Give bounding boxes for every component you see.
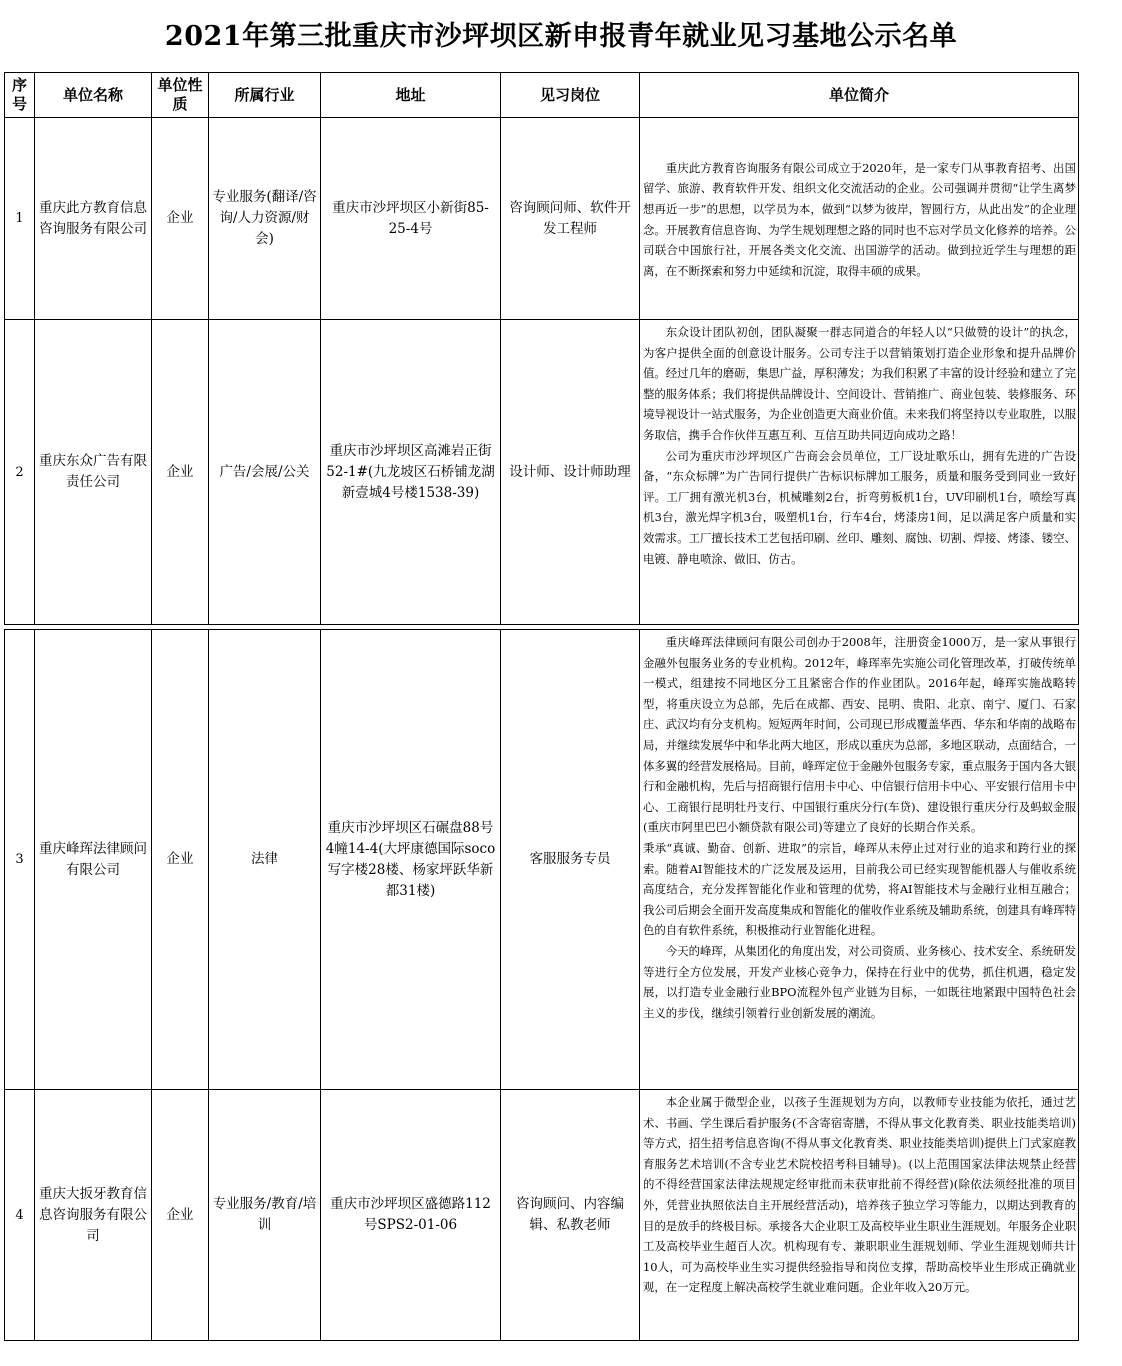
cell-industry: 专业服务/教育/培训 [209, 1090, 321, 1341]
header-intro: 单位简介 [640, 73, 1079, 118]
cell-name: 重庆东众广告有限责任公司 [35, 320, 152, 625]
roster-table-container [4, 72, 1078, 1341]
cell-intro [640, 630, 1079, 1090]
intro-paragraph: 重庆峰珲法律顾问有限公司创办于2008年，注册资金1000万，是一家从事银行金融外包服务业务的专业机构。2012年，峰珲率先实施公司化管理改革，打破传统单一模式，组建按不同地区分工且紧密合作的作业团队。2016年起，峰珲实施战略转型，将重庆设立为总部，先后在成都、西安、昆明、贵阳、北京、南宁、厦门、石家庄、武汉均有分支机构。短短两年时间，公司现已形成覆盖华西、华东和华南的战略布局，并继续发展华中和华北两大地区，形成以重庆为总部，多地区联动，点面结合，一体多翼的经营发展格局。目前，峰珲定位于金融外包服务专家，重点服务于国内各大银行和金融机构，先后与招商银行信用卡中心、中信银行信用卡中心、平安银行信用卡中心、工商银行昆明牡丹支行、中国银行重庆分行(车贷)、建设银行重庆分行及蚂蚁金服(重庆市阿里巴巴小额贷款有限公司)等建立了良好的长期合作关系。 [643, 635, 1076, 835]
cell-intro [640, 320, 1079, 625]
cell-address: 重庆市沙坪坝区小新街85-25-4号 [321, 118, 501, 320]
cell-address: 重庆市沙坪坝区盛德路112号SPS2-01-06 [321, 1090, 501, 1341]
cell-positions: 设计师、设计师助理 [501, 320, 640, 625]
intro-paragraph: 秉承“真诚、勤奋、创新、进取”的宗旨，峰珲从未停止过对行业的追求和跨行业的探索。随着AI智能技术的广泛发展及运用，目前我公司已经实现智能机器人与催收系统高度结合，充分发挥智能化作业和管理的优势，将AI智能技术与金融行业相互融合；我公司后期会全面开发高度集成和智能化的催收作业系统及辅助系统，创建具有峰珲特色的自有软件系统，积极推动行业智能化进程。 [643, 840, 1076, 938]
cell-industry: 专业服务(翻译/咨询/人力资源/财会) [209, 118, 321, 320]
cell-address: 重庆市沙坪坝区石碾盘88号4幢14-4(大坪康德国际soco写字楼28楼、杨家坪跃华新都31楼) [321, 630, 501, 1090]
header-name: 单位名称 [35, 73, 152, 118]
intro-paragraph: 本企业属于微型企业，以孩子生涯规划为方向，以教师专业技能为依托，通过艺术、书画、学生课后看护服务(不含寄宿寄膳，不得从事文化教育类、职业技能类培训)等方式，招生招考信息咨询(不得从事文化教育类、职业技能类培训)提供上门式家庭教育服务艺术培训(不含专业艺术院校招考科目辅导)。(以上范围国家法律法规禁止经营的不得经营国家法律法规规定经审批而未获审批前不得经营)(除依法须经批准的项目外，凭营业执照依法自主开展经营活动)，培养孩子独立学习等能力，以期达到教育的目的是放手的终极目标。承接各大企业职工及高校毕业生职业生涯规划。年服务企业职工及高校毕业生超百人次。机构现有专、兼职职业生涯规划师、学业生涯规划师共计10人，可为高校毕业生实习提供经验指导和岗位支撑，帮助高校毕业生形成正确就业观，在一定程度上解决高校学生就业难问题。企业年收入20万元。 [643, 1095, 1076, 1295]
cell-positions: 咨询顾问师、软件开发工程师 [501, 118, 640, 320]
intro-paragraph: 重庆此方教育咨询服务有限公司成立于2020年，是一家专门从事教育招考、出国留学、旅游、教育软件开发、组织文化交流活动的企业。公司强调并贯彻“让学生离梦想再近一步”的思想，以学员为本，做到“以梦为彼岸，智圆行方，从此出发”的企业理念。开展教育信息咨询、为学生规划理想之路的同时也不忘对学员文化修养的培养。公司联合中国旅行社，开展各类文化交流、出国游学的活动。做到拉近学生与理想的距离，在不断探索和努力中延续和沉淀，取得丰硕的成果。 [643, 160, 1076, 278]
cell-nature: 企业 [152, 320, 209, 625]
header-address: 地址 [321, 73, 501, 118]
table-row [5, 320, 1079, 625]
intro-paragraph: 东众设计团队初创，团队凝聚一群志同道合的年轻人以“只做赞的设计”的执念，为客户提供全面的创意设计服务。公司专注于以营销策划打造企业形象和提升品牌价值。经过几年的磨砺，集思广益，厚积薄发；为我们积累了丰富的设计经验和建立了完整的服务体系；我们将提供品牌设计、空间设计、营销推广、商业包装、装修服务、环境导视设计一站式服务，为企业创造更大商业价值。未来我们将坚持以专业取胜，以服务取信，携手合作伙伴互惠互利、互信互助共同迈向成功之路！ [643, 325, 1076, 442]
cell-seq: 4 [5, 1090, 35, 1341]
header-nature: 单位性质 [152, 73, 209, 118]
cell-nature: 企业 [152, 1090, 209, 1341]
header-positions: 见习岗位 [501, 73, 640, 118]
cell-industry: 广告/会展/公关 [209, 320, 321, 625]
cell-intro [640, 118, 1079, 320]
header-row [5, 73, 1079, 118]
intro-paragraph: 今天的峰珲，从集团化的角度出发，对公司资质、业务核心、技术安全、系统研发等进行全方位发展，开发产业核心竞争力，保持在行业中的优势，抓住机遇，稳定发展，以打造专业金融行业BPO流程外包产业链为目标，一如既往地紧跟中国特色社会主义的步伐，继续引领着行业创新发展的潮流。 [643, 943, 1076, 1020]
cell-intro [640, 1090, 1079, 1341]
header-industry: 所属行业 [209, 73, 321, 118]
cell-name: 重庆大扳牙教育信息咨询服务有限公司 [35, 1090, 152, 1341]
cell-positions: 客服服务专员 [501, 630, 640, 1090]
cell-positions: 咨询顾问、内容编辑、私教老师 [501, 1090, 640, 1341]
cell-name: 重庆此方教育信息咨询服务有限公司 [35, 118, 152, 320]
cell-seq: 3 [5, 630, 35, 1090]
cell-seq: 2 [5, 320, 35, 625]
cell-name: 重庆峰珲法律顾问有限公司 [35, 630, 152, 1090]
table-row [5, 118, 1079, 320]
roster-table [4, 72, 1079, 1341]
intro-paragraph: 公司为重庆市沙坪坝区广告商会会员单位，工厂设址歌乐山，拥有先进的广告设备，“东众标牌”为广告同行提供广告标识标牌加工服务，质量和服务受到同业一致好评。工厂拥有激光机3台，机械雕刻2台，折弯剪板机1台，UV印刷机1台，喷绘写真机3台，激光焊字机3台，吸塑机1台，行车4台，烤漆房1间，足以满足客户质量和实效需求。工厂擅长技术工艺包括印刷、丝印、雕刻、腐蚀、切割、焊接、烤漆、镂空、电镀、静电喷涂、做旧、仿古。 [643, 448, 1076, 566]
page-title: 2021年第三批重庆市沙坪坝区新申报青年就业见习基地公示名单 [164, 21, 958, 52]
cell-nature: 企业 [152, 118, 209, 320]
table-row [5, 1090, 1079, 1341]
cell-industry: 法律 [209, 630, 321, 1090]
header-seq: 序号 [5, 73, 35, 118]
cell-address: 重庆市沙坪坝区高滩岩正街52-1#(九龙坡区石桥铺龙湖新壹城4号楼1538-39) [321, 320, 501, 625]
table-row [5, 630, 1079, 1090]
cell-seq: 1 [5, 118, 35, 320]
cell-nature: 企业 [152, 630, 209, 1090]
